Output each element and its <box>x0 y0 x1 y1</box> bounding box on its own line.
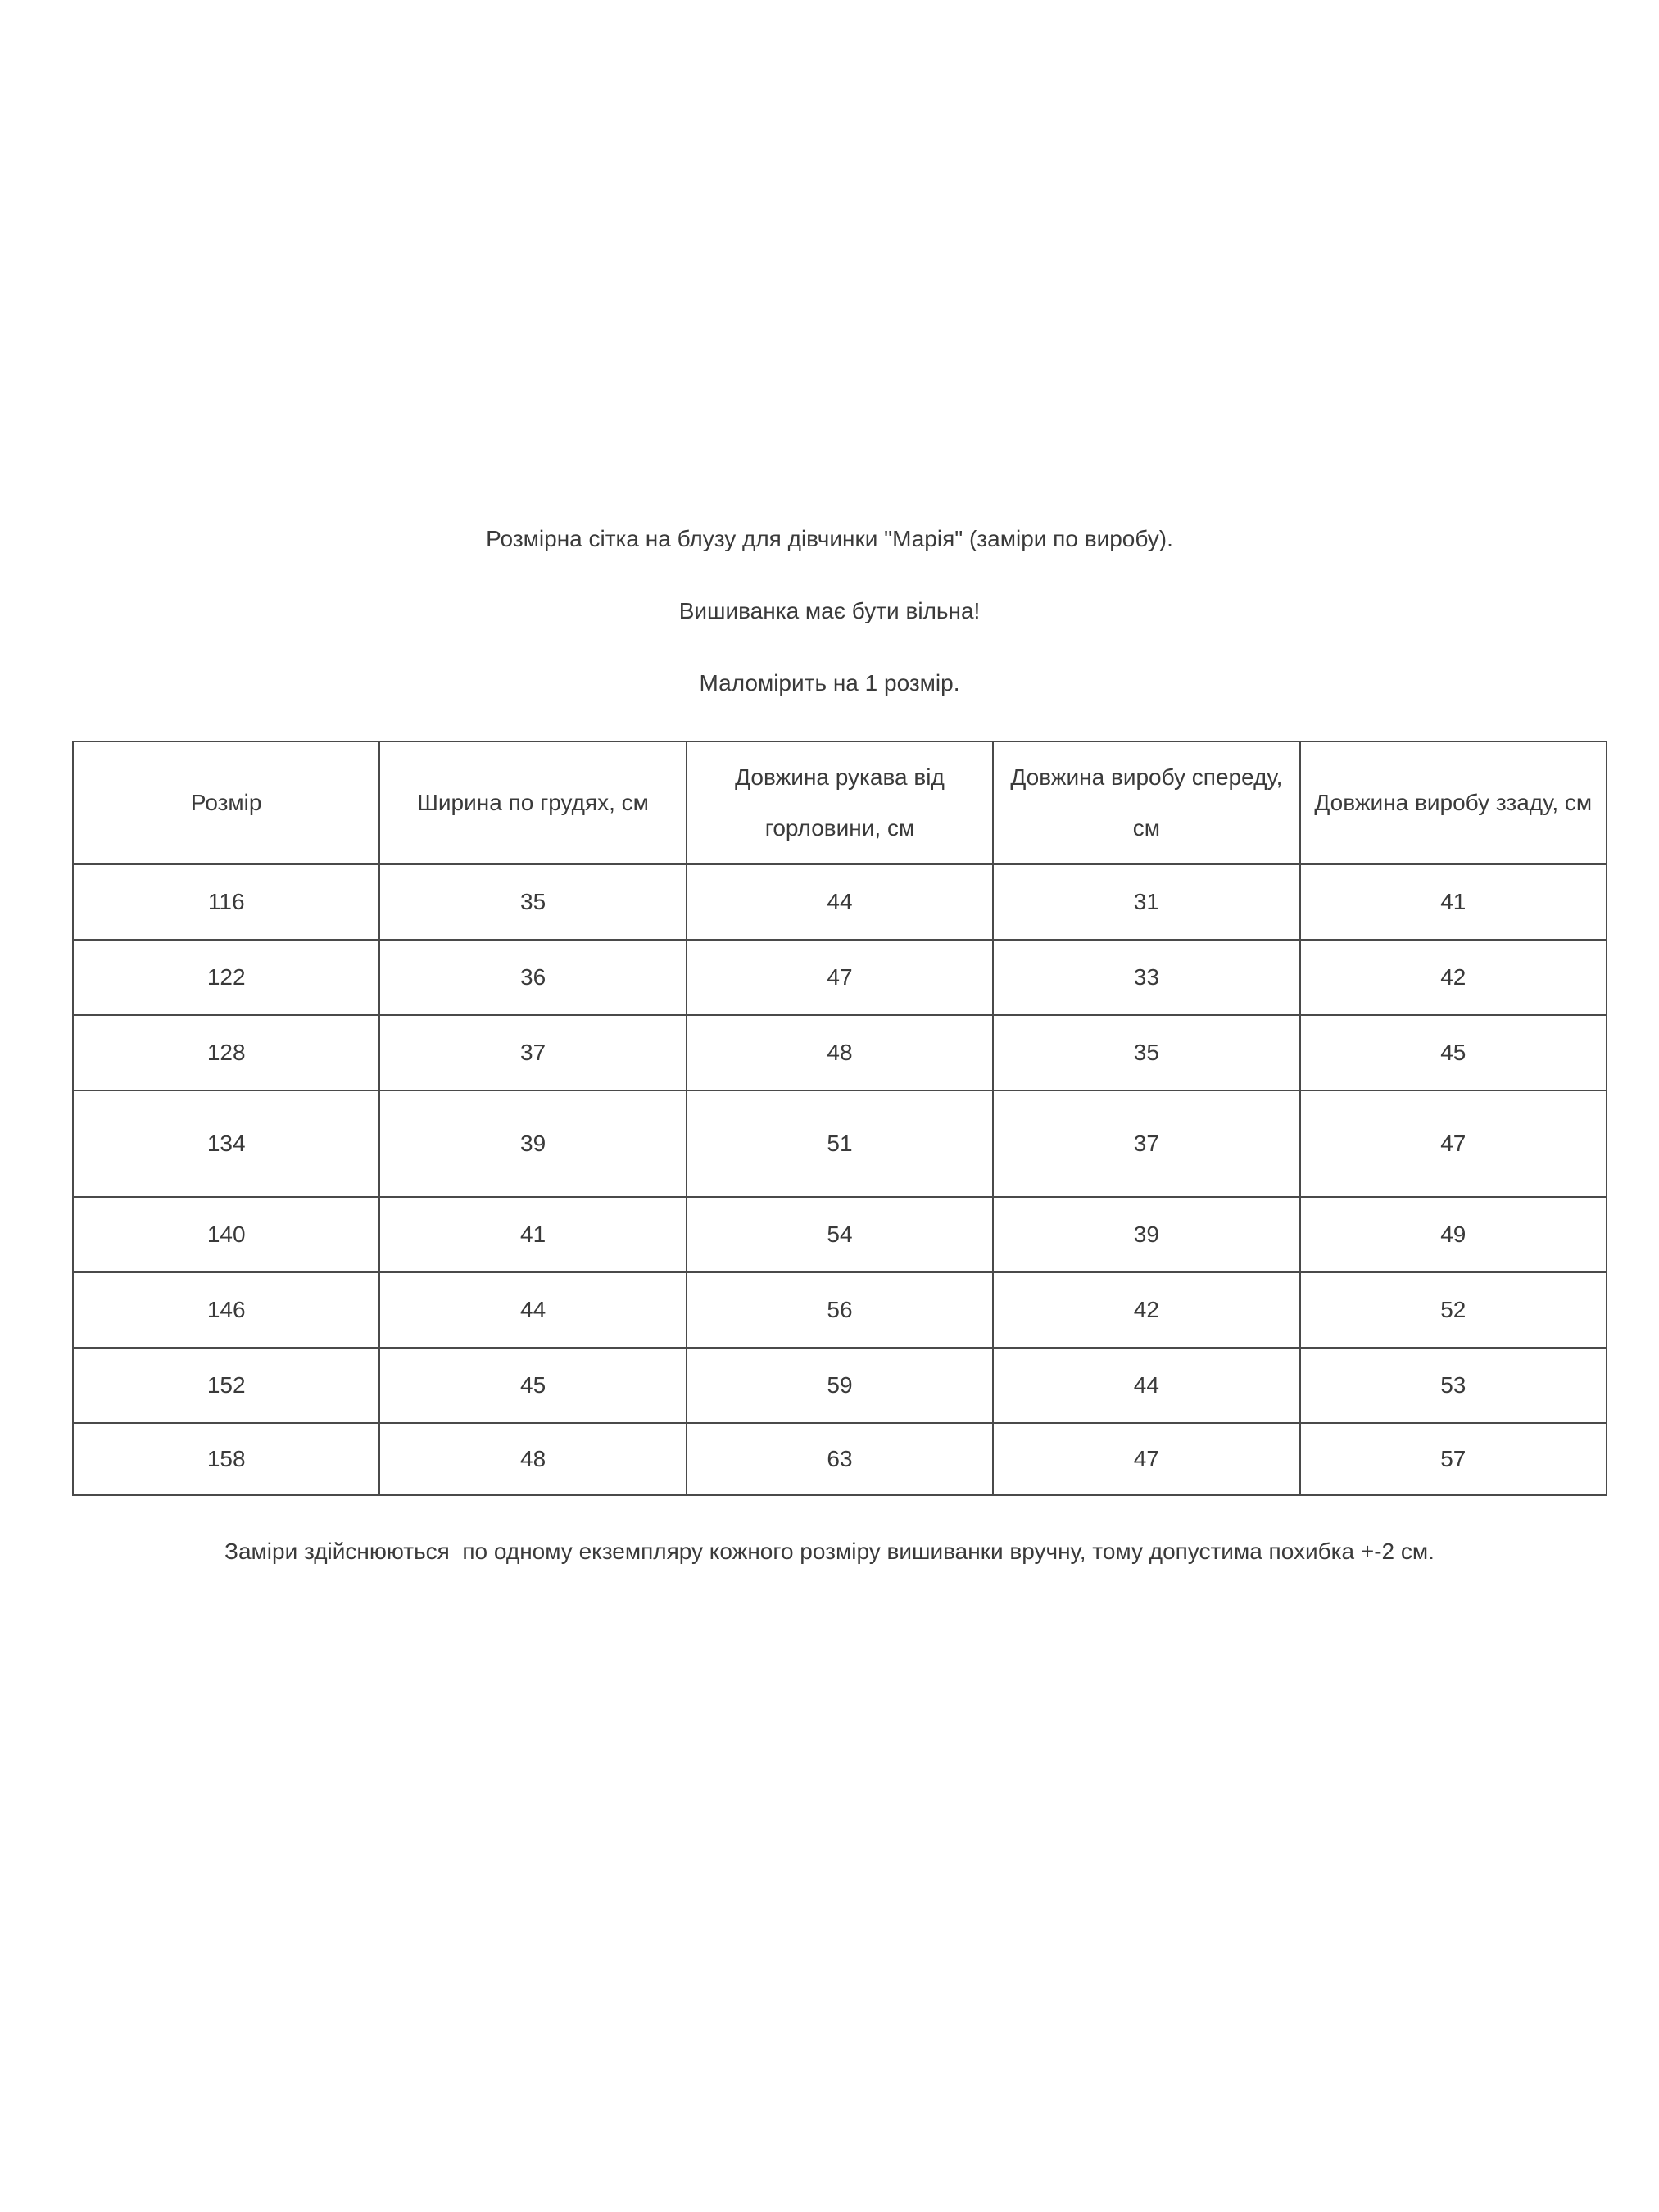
table-cell: 52 <box>1300 1272 1607 1348</box>
table-cell: 152 <box>73 1348 379 1423</box>
table-cell: 45 <box>379 1348 686 1423</box>
table-cell: 122 <box>73 940 379 1015</box>
table-cell: 128 <box>73 1015 379 1090</box>
table-row <box>73 940 1607 1015</box>
table-cell: 33 <box>993 940 1299 1015</box>
table-cell: 37 <box>379 1015 686 1090</box>
table-cell: 48 <box>687 1015 993 1090</box>
table-cell: 54 <box>687 1197 993 1272</box>
table-row <box>73 1272 1607 1348</box>
table-cell: 158 <box>73 1423 379 1495</box>
title-block <box>0 0 1659 698</box>
column-header-sleeve-length: Довжина рукава від горловини, см <box>687 741 993 864</box>
table-row <box>73 1090 1607 1197</box>
table-row <box>73 864 1607 940</box>
table-cell: 48 <box>379 1423 686 1495</box>
table-cell: 63 <box>687 1423 993 1495</box>
table-cell: 116 <box>73 864 379 940</box>
table-cell: 45 <box>1300 1015 1607 1090</box>
subtitle-sizing-note: Маломірить на 1 розмір. <box>699 670 960 696</box>
table-cell: 47 <box>993 1423 1299 1495</box>
table-cell: 56 <box>687 1272 993 1348</box>
table-cell: 39 <box>379 1090 686 1197</box>
table-cell: 31 <box>993 864 1299 940</box>
header-row <box>73 741 1607 864</box>
column-header-front-length: Довжина виробу спереду, см <box>993 741 1299 864</box>
table-cell: 35 <box>379 864 686 940</box>
table-cell: 47 <box>1300 1090 1607 1197</box>
table-cell: 51 <box>687 1090 993 1197</box>
table-cell: 140 <box>73 1197 379 1272</box>
table-cell: 37 <box>993 1090 1299 1197</box>
table-cell: 44 <box>687 864 993 940</box>
table-cell: 41 <box>1300 864 1607 940</box>
size-table <box>72 741 1607 1496</box>
table-cell: 42 <box>1300 940 1607 1015</box>
table-row <box>73 1348 1607 1423</box>
measurement-disclaimer: Заміри здійснюються по одному екземпляру кожного розміру вишиванки вручну, тому допустима похибка +-2 см. <box>224 1539 1435 1564</box>
column-header-size: Розмір <box>73 741 379 864</box>
table-cell: 36 <box>379 940 686 1015</box>
table-cell: 59 <box>687 1348 993 1423</box>
table-cell: 134 <box>73 1090 379 1197</box>
page-title: Розмірна сітка на блузу для дівчинки "Марія" (заміри по виробу). <box>486 526 1173 551</box>
table-cell: 39 <box>993 1197 1299 1272</box>
table-cell: 47 <box>687 940 993 1015</box>
table-cell: 57 <box>1300 1423 1607 1495</box>
table-cell: 53 <box>1300 1348 1607 1423</box>
column-header-chest-width: Ширина по грудях, см <box>379 741 686 864</box>
table-cell: 146 <box>73 1272 379 1348</box>
table-row <box>73 1197 1607 1272</box>
table-cell: 35 <box>993 1015 1299 1090</box>
subtitle-fit-note: Вишиванка має бути вільна! <box>678 598 981 623</box>
table-cell: 42 <box>993 1272 1299 1348</box>
table-cell: 44 <box>379 1272 686 1348</box>
table-cell: 41 <box>379 1197 686 1272</box>
table-cell: 49 <box>1300 1197 1607 1272</box>
table-row <box>73 1015 1607 1090</box>
table-cell: 44 <box>993 1348 1299 1423</box>
column-header-back-length: Довжина виробу ззаду, см <box>1300 741 1607 864</box>
table-row <box>73 1423 1607 1495</box>
